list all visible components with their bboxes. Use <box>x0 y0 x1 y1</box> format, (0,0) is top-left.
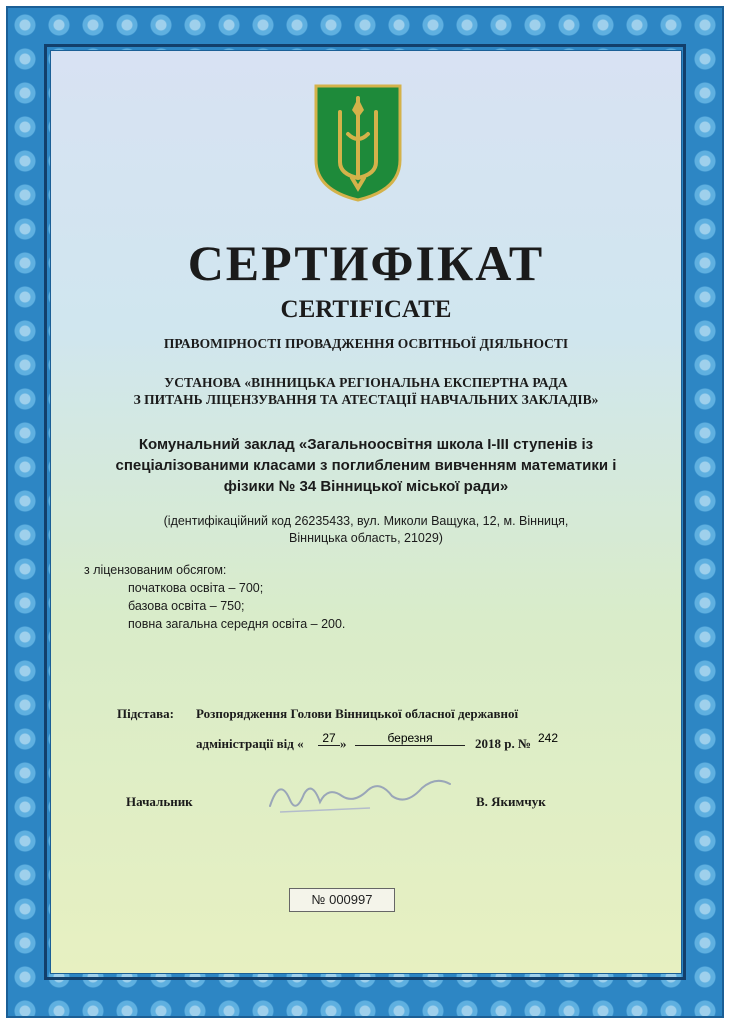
authority-line-2: З ПИТАНЬ ЛІЦЕНЗУВАННЯ ТА АТЕСТАЦІЇ НАВЧАЛЬНИХ ЗАКЛАДІВ» <box>133 392 599 407</box>
scope-item: початкова освіта – 700; <box>128 581 264 595</box>
address-line-2: Вінницька область, 21029) <box>289 531 443 545</box>
institution-line-1: Комунальний заклад «Загальноосвітня школа І-ІІІ ступенів із <box>138 436 594 453</box>
basis-text-line-2: адміністрації від « <box>196 736 304 751</box>
coat-of-arms-icon <box>312 82 404 202</box>
institution-line-3: фізики № 34 Вінницької міської ради» <box>223 478 509 495</box>
basis-year: 2018 р. № <box>475 736 532 751</box>
signature-icon <box>250 766 460 826</box>
address-line-1: (ідентифікаційний код 26235433, вул. Миколи Ващука, 12, м. Вінниця, <box>163 514 569 528</box>
scope-item: базова освіта – 750; <box>128 599 245 613</box>
basis-quote-close: » <box>340 736 347 751</box>
scope-item: повна загальна середня освіта – 200. <box>128 617 346 631</box>
basis-day: 27 <box>318 731 340 746</box>
signatory-position: Начальник <box>126 794 193 809</box>
institution-line-2: спеціалізованими класами з поглибленим вивченням математики і <box>115 457 617 474</box>
certificate-subtitle: CERTIFICATE <box>280 296 452 323</box>
basis-label: Підстава: <box>117 706 174 721</box>
certificate-purpose: ПРАВОМІРНОСТІ ПРОВАДЖЕННЯ ОСВІТНЬОЇ ДІЯЛЬНОСТІ <box>163 336 569 351</box>
scope-label: з ліцензованим обсягом: <box>84 563 227 577</box>
authority-line-1: УСТАНОВА «ВІННИЦЬКА РЕГІОНАЛЬНА ЕКСПЕРТНА РАДА <box>164 375 568 390</box>
basis-month: березня <box>355 731 465 746</box>
serial-number: № 000997 <box>289 888 395 912</box>
basis-text-line-1: Розпорядження Голови Вінницької обласної державної <box>196 706 519 721</box>
signatory-name: В. Якимчук <box>476 794 546 809</box>
basis-number: 242 <box>538 731 559 745</box>
certificate-title: СЕРТИФІКАТ <box>187 235 545 291</box>
